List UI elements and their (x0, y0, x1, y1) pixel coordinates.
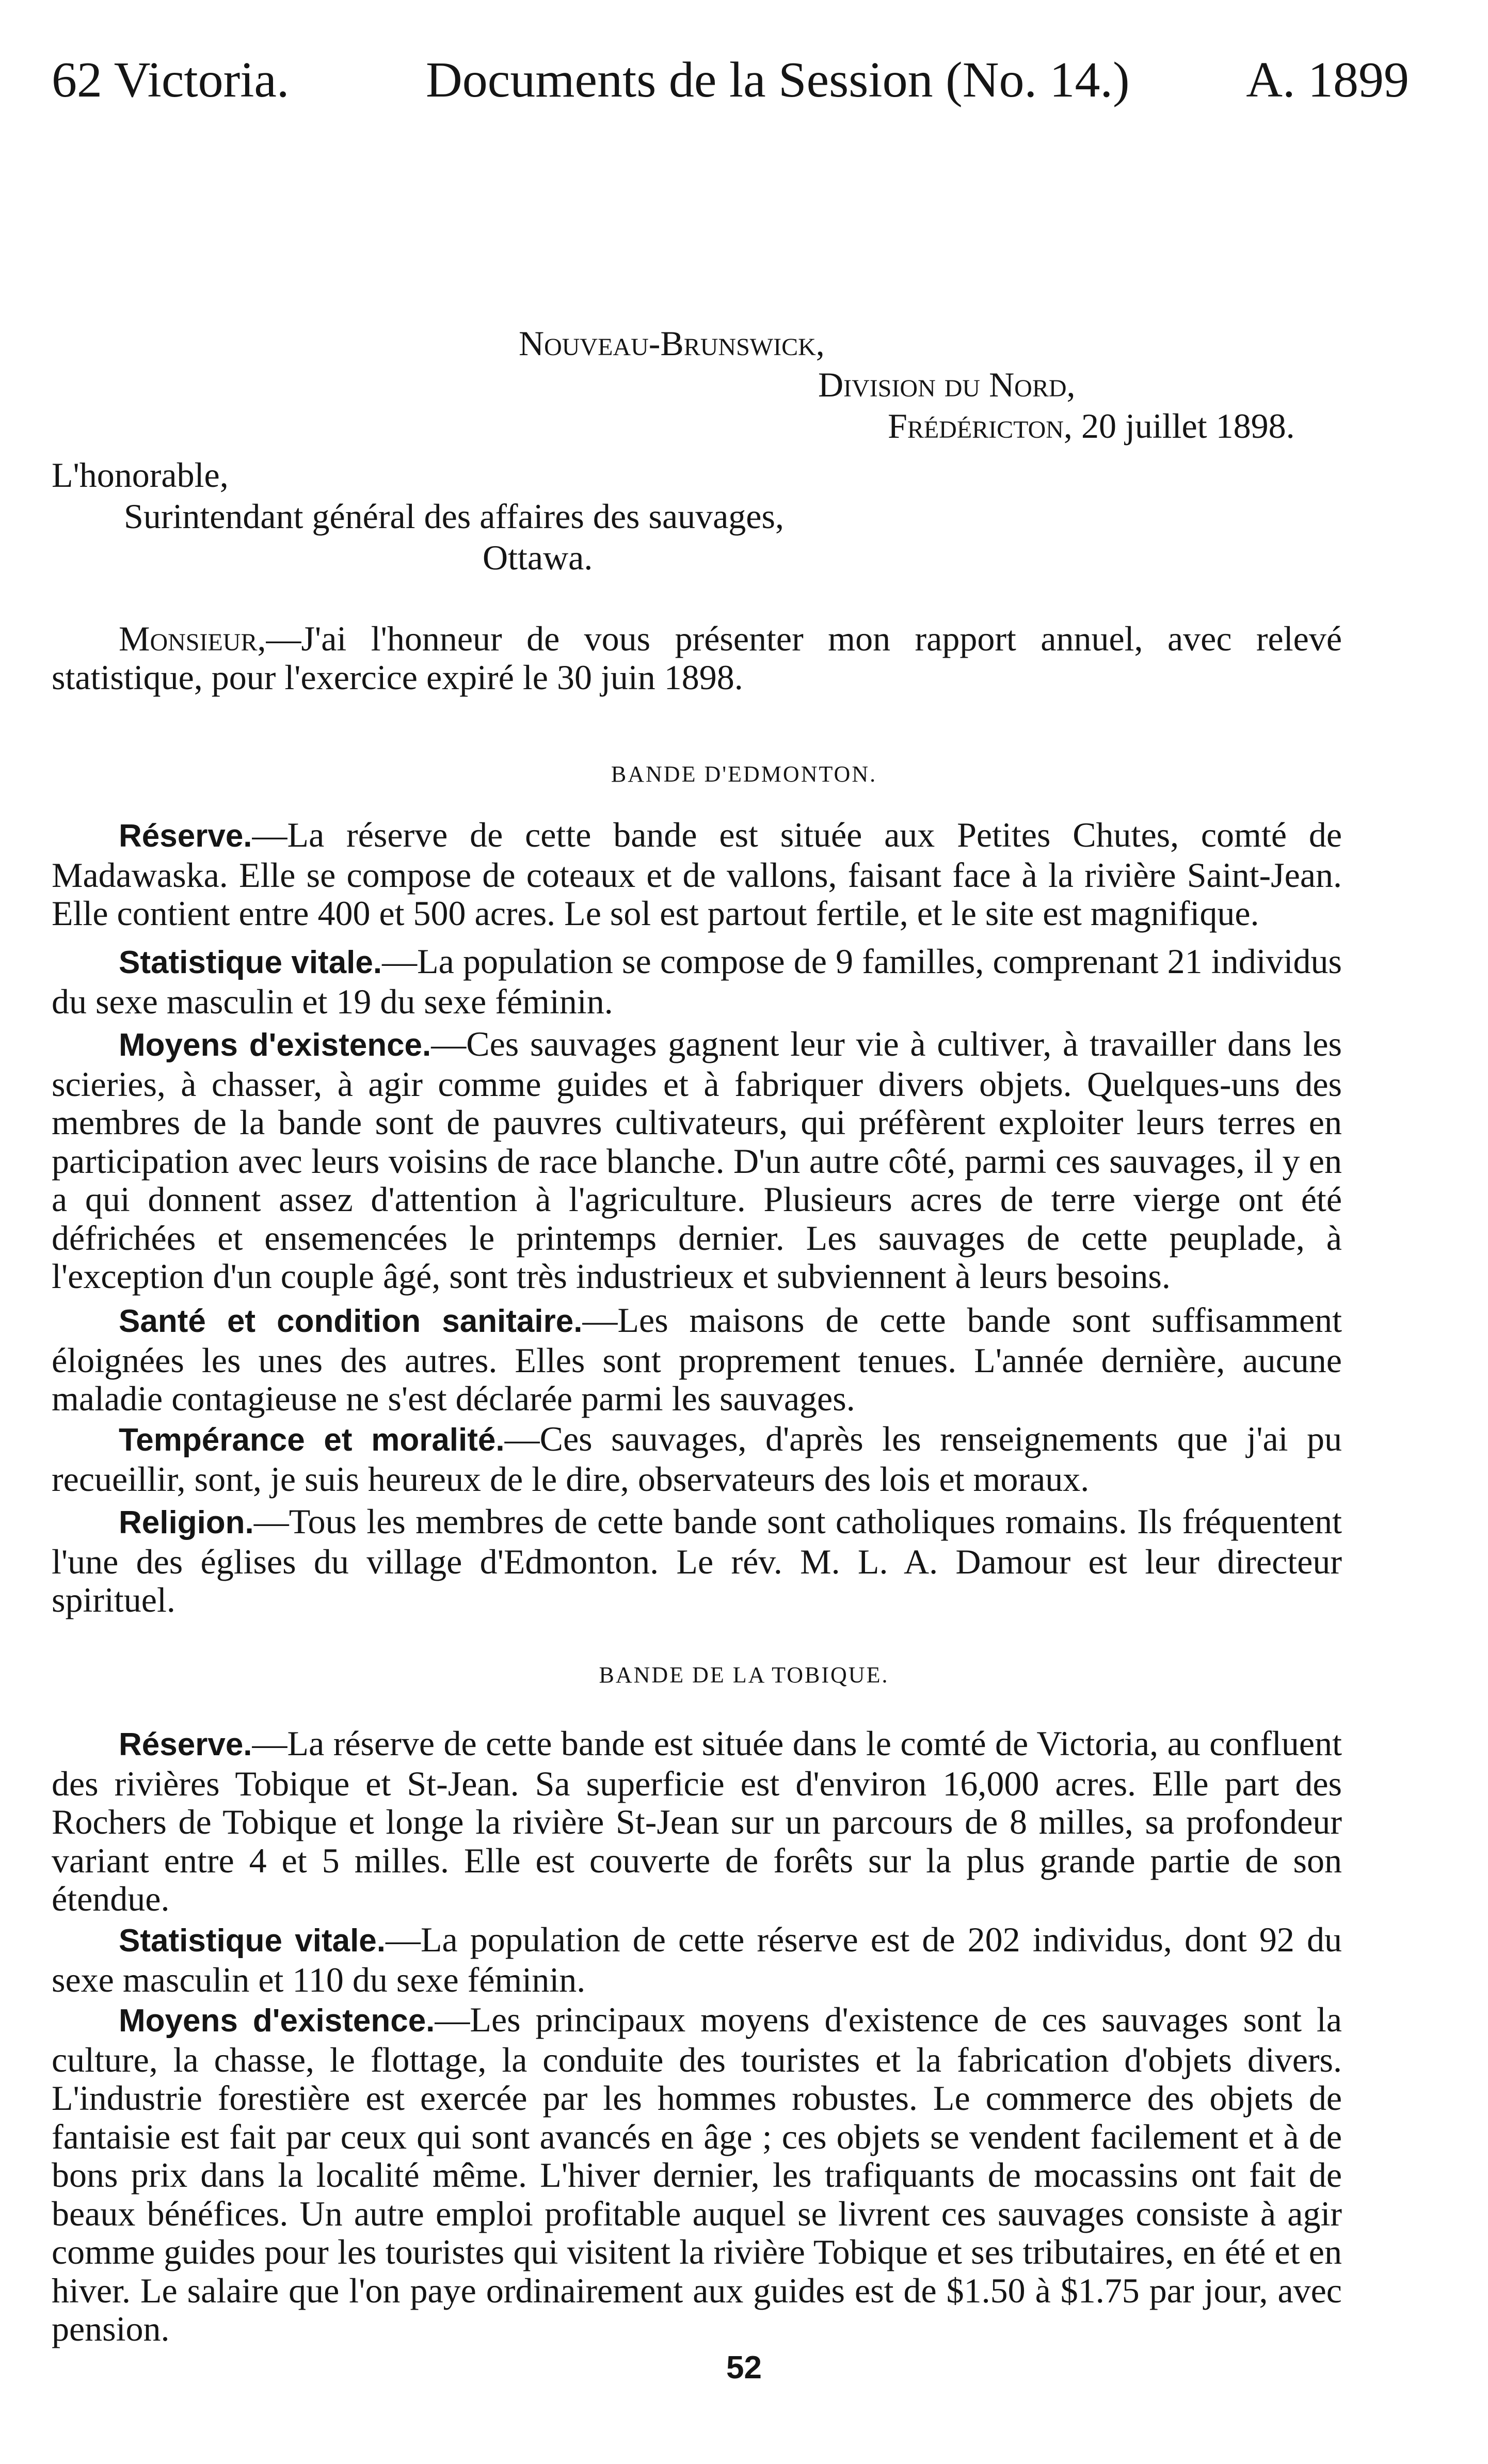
paragraph-lead: Moyens d'existence. (119, 2003, 435, 2039)
paragraph-text: —Les principaux moyens d'existence de ces sauvages sont la culture, la chasse, le flottage, la conduite des touristes et la fabrication d'objets divers. L'industrie forestière est exercée par les hommes robustes. Le commerce des objets de fantaisie est fait par ceux qui sont avancés en âge ; ces objets se vendent facilement et à de bons prix dans la localité même. L'hiver dernier, les trafiquants de mocassins ont fait de beaux bénéfices. Un autre emploi profitable auquel se livrent ces sauvages consiste à agir comme guides pour les touristes qui visitent la rivière Tobique et ses tributaires, en été et en hiver. Le salaire que l'on paye ordinairement aux guides est de $1.50 à $1.75 par jour, avec pension. (52, 2000, 1342, 2348)
paragraph-tobique-reserve (52, 1724, 1342, 1918)
recipient-title: L'honorable, (52, 455, 229, 495)
paragraph-lead: Santé et condition sanitaire. (119, 1303, 583, 1339)
salutation-text: —J'ai l'honneur de vous présenter mon rapport annuel, avec relevé statistique, pour l'exercice expiré le 30 juin 1898. (52, 619, 1342, 697)
paragraph-edmonton-reserve (52, 816, 1342, 933)
salutation-paragraph (52, 619, 1342, 696)
paragraph-edmonton-temperance (52, 1420, 1342, 1498)
recipient-office: Surintendant général des affaires des sauvages, (124, 497, 784, 536)
paragraph-text: —Tous les membres de cette bande sont catholiques romains. Ils fréquentent l'une des églises du village d'Edmonton. Le rév. M. L. A. Damour est leur directeur spirituel. (52, 1502, 1342, 1619)
paragraph-text: —La réserve de cette bande est située dans le comté de Victoria, au confluent des rivières Tobique et St-Jean. Sa superficie est d'environ 16,000 acres. Elle part des Rochers de Tobique et longe la rivière St-Jean sur un parcours de 8 milles, sa profondeur variant entre 4 et 5 milles. Elle est couverte de forêts sur la plus grande partie de son étendue. (52, 1724, 1342, 1918)
paragraph-edmonton-livelihood (52, 1025, 1342, 1296)
header-year: A. 1899 (1246, 52, 1409, 108)
running-header (52, 49, 1409, 111)
paragraph-lead: Statistique vitale. (119, 1923, 386, 1959)
paragraph-text: —La population se compose de 9 familles, comprenant 21 individus du sexe masculin et 19 du sexe féminin. (52, 942, 1342, 1021)
header-document-title: Documents de la Session (No. 14.) (426, 52, 1130, 108)
paragraph-tobique-vital-statistics (52, 1920, 1342, 1999)
paragraph-text: —La réserve de cette bande est située aux Petites Chutes, comté de Madawaska. Elle se compose de coteaux et de vallons, faisant face à la rivière Saint-Jean. Elle contient entre 400 et 500 acres. Le sol est partout fertile, et le site est magnifique. (52, 815, 1342, 933)
salutation-lead: Monsieur, (119, 619, 266, 658)
paragraph-lead: Moyens d'existence. (119, 1027, 431, 1063)
paragraph-text: —Les maisons de cette bande sont suffisamment éloignées les unes des autres. Elles sont proprement tenues. L'année dernière, aucune maladie contagieuse ne s'est déclarée parmi les sauvages. (52, 1300, 1342, 1418)
paragraph-lead: Réserve. (119, 818, 252, 854)
page-number: 52 (726, 2350, 762, 2386)
address-province: Nouveau-Brunswick, (519, 324, 825, 363)
paragraph-tobique-livelihood (52, 2000, 1342, 2348)
paragraph-text: —Ces sauvages gagnent leur vie à cultiver, à travailler dans les scieries, à chasser, à agir comme guides et à fabriquer divers objets. Quelques-uns des membres de la bande sont de pauvres cultivateurs, qui préfèrent exploiter leurs terres en participation avec leurs voisins de race blanche. D'un autre côté, parmi ces sauvages, il y en a qui donnent assez d'attention à l'agriculture. Plusieurs acres de terre vierge ont été défrichées et ensemencées le printemps dernier. Les sauvages de cette peuplade, à l'exception d'un couple âgé, sont très industrieux et subviennent à leurs besoins. (52, 1024, 1342, 1296)
paragraph-lead: Réserve. (119, 1727, 252, 1762)
paragraph-text: —La population de cette réserve est de 202 individus, dont 92 du sexe masculin et 110 du sexe féminin. (52, 1920, 1342, 1999)
section-title-tobique: BANDE DE LA TOBIQUE. (599, 1662, 889, 1688)
paragraph-edmonton-vital-statistics (52, 942, 1342, 1021)
paragraph-lead: Statistique vitale. (119, 945, 382, 980)
header-session-year: 62 Victoria. (52, 52, 290, 108)
recipient-city: Ottawa. (483, 538, 593, 577)
address-date: 20 juillet 1898. (1081, 406, 1295, 446)
paragraph-edmonton-health (52, 1301, 1342, 1418)
address-place-date (888, 405, 1295, 447)
paragraph-lead: Religion. (119, 1505, 254, 1540)
section-title-edmonton: BANDE D'EDMONTON. (611, 761, 877, 787)
paragraph-lead: Tempérance et moralité. (119, 1422, 505, 1458)
address-place: Frédéricton, (888, 406, 1073, 446)
paragraph-edmonton-religion (52, 1502, 1342, 1619)
address-division: Division du Nord, (818, 365, 1076, 404)
paragraph-text: —Ces sauvages, d'après les renseignements que j'ai pu recueillir, sont, je suis heureux de le dire, observateurs des lois et moraux. (52, 1419, 1342, 1499)
